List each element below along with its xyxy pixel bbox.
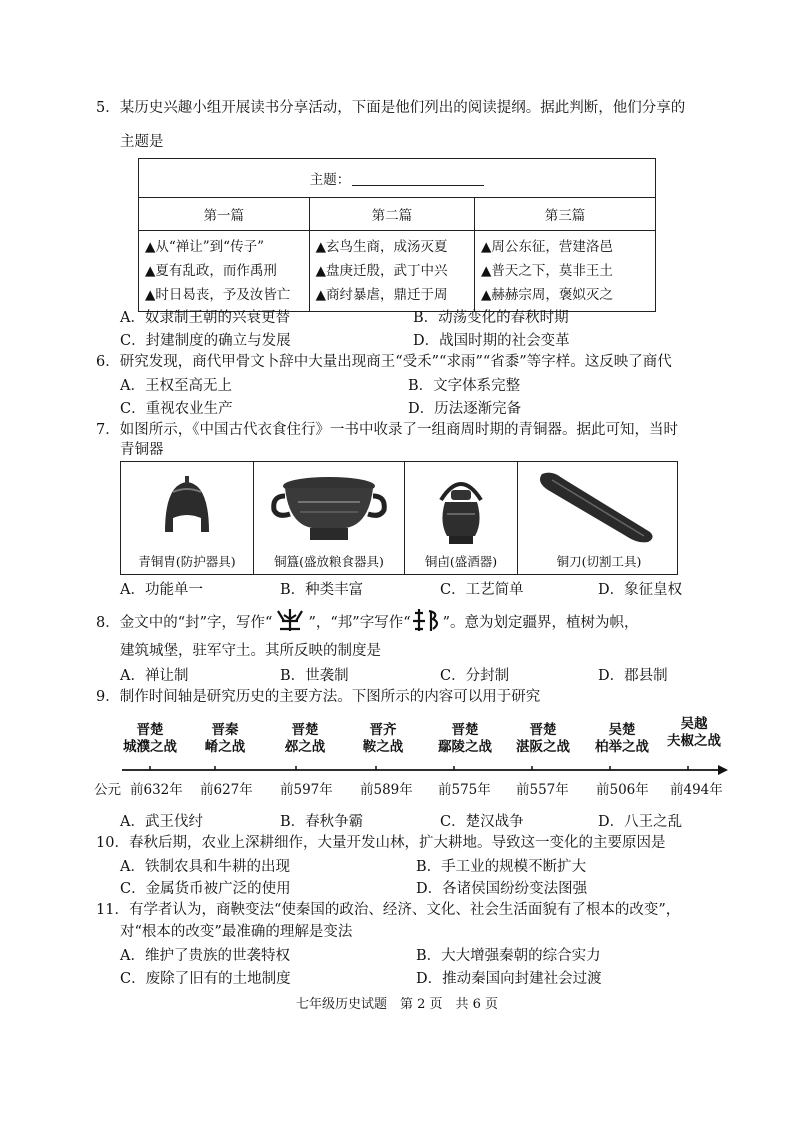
q8-option-c[interactable]: C．分封制 xyxy=(440,668,510,684)
q5-option-d[interactable]: D．战国时期的社会变革 xyxy=(413,333,570,349)
bronze-gui-image xyxy=(254,462,404,552)
q9-option-a[interactable]: A．武王伐纣 xyxy=(120,814,203,830)
q9-option-d[interactable]: D．八王之乱 xyxy=(598,814,683,830)
part1-item: ▲时日曷丧，予及汝皆亡 xyxy=(145,287,291,303)
theme-row xyxy=(139,159,656,198)
q6-option-b[interactable]: B．文字体系完整 xyxy=(408,378,521,394)
bronze-helmet-cell xyxy=(121,462,254,574)
q7-option-a[interactable]: A．功能单一 xyxy=(120,582,203,598)
bronze-images-row xyxy=(120,461,678,575)
bronze-knife-image xyxy=(518,462,680,552)
battle-label: 晋楚 湛阪之战 xyxy=(516,722,570,755)
q5-outline-table xyxy=(138,158,656,312)
q5-option-b[interactable]: B．动荡变化的春秋时期 xyxy=(413,310,569,326)
battle-year: 前627年 xyxy=(200,782,253,798)
feng-glyph-icon xyxy=(272,609,308,633)
q7-option-c[interactable]: C．工艺简单 xyxy=(440,582,524,598)
q10-option-c[interactable]: C．金属货币被广泛的使用 xyxy=(120,881,291,897)
q11-option-d[interactable]: D．推动秦国向封建社会过渡 xyxy=(416,971,602,987)
q8-stem-line2: 建筑城堡，驻军守土。其所反映的制度是 xyxy=(120,643,381,659)
q8-text-part1: 8．金文中的“封”字，写作“ xyxy=(96,615,273,631)
q8-stem-line1 xyxy=(96,609,639,634)
bronze-gui-cell xyxy=(254,462,405,574)
header-part2: 第二篇 xyxy=(309,198,474,231)
q11-stem-line1: 11．有学者认为，商鞅变法“使秦国的政治、经济、文化、社会生活面貌有了根本的改变”， xyxy=(96,902,681,918)
q10-stem: 10．春秋后期，农业上深耕细作，大量开发山林，扩大耕地。导致这一变化的主要原因是 xyxy=(96,835,666,851)
caption-helmet: 青铜胄(防护器具) xyxy=(138,554,236,569)
caption-you: 铜卣(盛酒器) xyxy=(424,554,498,569)
q11-stem-line2: 对“根本的改变”最准确的理解是变法 xyxy=(120,924,353,940)
q8-text-part2: ”，“邦”字写作“ xyxy=(308,615,411,631)
part3-item: ▲赫赫宗周，褒姒灭之 xyxy=(481,287,613,303)
q8-option-a[interactable]: A．禅让制 xyxy=(120,668,189,684)
part3-item: ▲普天之下，莫非王土 xyxy=(481,263,613,279)
q7-stem-line1: 7．如图所示，《中国古代衣食住行》一书中收录了一组商周时期的青铜器。据此可知，当时 xyxy=(96,422,678,438)
theme-label: 主题： xyxy=(309,172,351,188)
q5-stem-line1: 5．某历史兴趣小组开展读书分享活动，下面是他们列出的阅读提纲。据此判断，他们分享的 xyxy=(96,100,686,116)
bronze-knife-cell xyxy=(518,462,680,574)
q6-option-c[interactable]: C．重视农业生产 xyxy=(120,401,233,417)
q9-stem: 9．制作时间轴是研究历史的主要方法。下图所示的内容可以用于研究 xyxy=(96,689,541,705)
part2-item: ▲商纣暴虐，鼎迁于周 xyxy=(315,287,448,303)
bronze-you-cell xyxy=(405,462,518,574)
q5-stem-line2: 主题是 xyxy=(120,134,164,150)
battle-label: 晋齐 鞍之战 xyxy=(362,722,404,755)
q7-option-d[interactable]: D．象征皇权 xyxy=(598,582,683,598)
battle-label: 吴楚 柏举之战 xyxy=(595,722,649,755)
part3-item: ▲周公东征，营建洛邑 xyxy=(481,239,613,255)
axis-era-label: 公元 xyxy=(94,782,121,798)
caption-gui: 铜簋(盛放粮食器具) xyxy=(274,554,384,569)
bronze-you-image xyxy=(405,462,517,552)
battle-label: 吴越 夫椒之战 xyxy=(667,716,721,749)
battle-year: 前494年 xyxy=(670,782,723,798)
header-part3: 第三篇 xyxy=(475,198,656,231)
battle-year: 前557年 xyxy=(516,782,569,798)
q8-option-d[interactable]: D．郡县制 xyxy=(598,668,668,684)
col-part2 xyxy=(309,231,474,312)
q5-option-c[interactable]: C．封建制度的确立与发展 xyxy=(120,333,291,349)
q10-option-a[interactable]: A．铁制农具和牛耕的出现 xyxy=(120,859,290,875)
battle-year: 前589年 xyxy=(360,782,413,798)
q11-option-c[interactable]: C．废除了旧有的土地制度 xyxy=(120,971,291,987)
q6-stem: 6．研究发现，商代甲骨文卜辞中大量出现商王“受禾”“求雨”“省黍”等字样。这反映了商代 xyxy=(96,354,672,370)
theme-blank xyxy=(352,171,484,186)
part2-item: ▲盘庚迁殷，武丁中兴 xyxy=(315,263,448,279)
q11-option-b[interactable]: B．大大增强秦朝的综合实力 xyxy=(416,948,601,964)
q10-option-b[interactable]: B．手工业的规模不断扩大 xyxy=(416,859,587,875)
battle-label: 晋秦 崤之战 xyxy=(204,722,246,755)
battle-year: 前632年 xyxy=(130,782,183,798)
q9-option-b[interactable]: B．春秋争霸 xyxy=(280,814,364,830)
header-part1: 第一篇 xyxy=(139,198,310,231)
bronze-helmet-image xyxy=(121,462,253,552)
q6-option-a[interactable]: A．王权至高无上 xyxy=(120,378,232,394)
part1-item: ▲夏有乱政，而作禹刑 xyxy=(145,263,277,279)
q9-option-c[interactable]: C．楚汉战争 xyxy=(440,814,524,830)
battle-label: 晋楚 城濮之战 xyxy=(123,722,177,755)
col-part1 xyxy=(139,231,310,312)
bang-glyph-icon xyxy=(411,609,443,633)
q11-option-a[interactable]: A．维护了贵族的世袭特权 xyxy=(120,948,290,964)
battle-year: 前506年 xyxy=(596,782,649,798)
caption-knife: 铜刀(切割工具) xyxy=(556,554,642,569)
q8-text-part3: ”。意为划定疆界，植树为帜， xyxy=(442,615,639,631)
q10-option-d[interactable]: D．各诸侯国纷纷变法图强 xyxy=(416,881,588,897)
q7-option-b[interactable]: B．种类丰富 xyxy=(280,582,364,598)
col-part3 xyxy=(475,231,656,312)
battle-label: 晋楚 邲之战 xyxy=(284,722,326,755)
battle-label: 晋楚 鄢陵之战 xyxy=(438,722,492,755)
battle-year: 前575年 xyxy=(438,782,491,798)
part2-item: ▲玄鸟生商，成汤灭夏 xyxy=(315,239,448,255)
q6-option-d[interactable]: D．历法逐渐完备 xyxy=(408,401,522,417)
q8-option-b[interactable]: B．世袭制 xyxy=(280,668,349,684)
q7-stem-line2: 青铜器 xyxy=(120,442,164,458)
battle-year: 前597年 xyxy=(280,782,333,798)
page-footer: 七年级历史试题 第 2 页 共 6 页 xyxy=(295,997,499,1012)
q5-option-a[interactable]: A．奴隶制王朝的兴衰更替 xyxy=(120,310,290,326)
part1-item: ▲从“禅让”到“传子” xyxy=(145,239,264,255)
